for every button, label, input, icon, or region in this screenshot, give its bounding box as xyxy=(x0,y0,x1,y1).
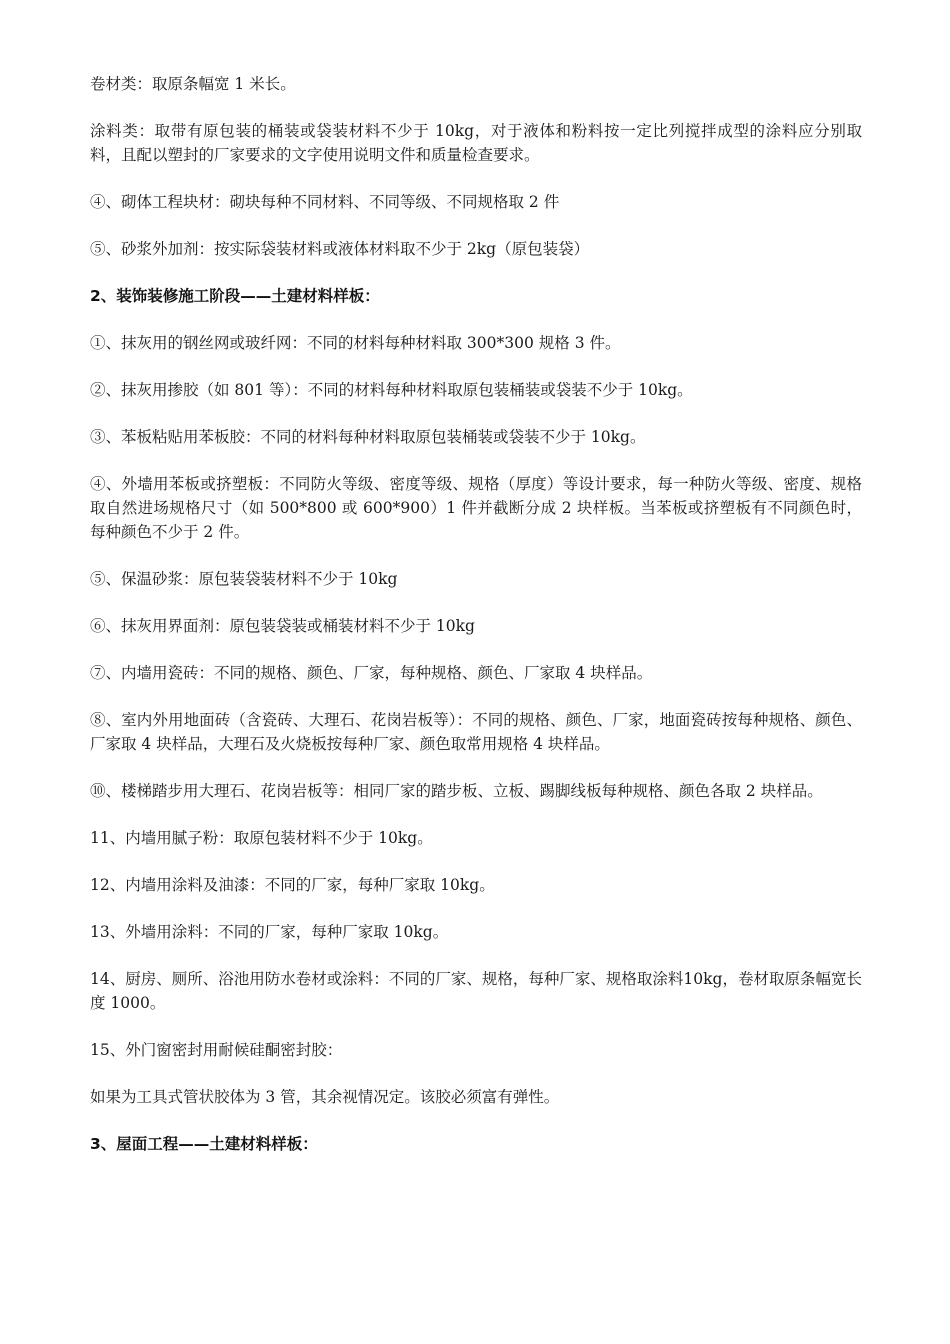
paragraph-insulation-mortar: ⑤、保温砂浆：原包装袋装材料不少于 10kg xyxy=(90,570,398,588)
paragraph-masonry-blocks: ④、砌体工程块材：砌块每种不同材料、不同等级、不同规格取 2 件 xyxy=(90,193,560,211)
paragraph-mortar-admixture: ⑤、砂浆外加剂：按实际袋装材料或液体材料取不少于 2kg（原包装袋） xyxy=(90,240,590,258)
paragraph-insulation-board: ④、外墙用苯板或挤塑板：不同防火等级、密度等级、规格（厚度）等设计要求，每一种防火等级、密度、规格取自然进场规格尺寸（如 500*800 或 600*900）1 件并截断分成 2 块样板。当苯板或挤塑板有不同颜色时，每种颜色不少于 2 件。 xyxy=(90,475,862,541)
paragraph-putty-powder: 11、内墙用腻子粉：取原包装材料不少于 10kg。 xyxy=(90,829,433,847)
section-heading-decoration: 2、装饰装修施工阶段——土建材料样板： xyxy=(90,287,380,305)
paragraph-exterior-paint: 13、外墙用涂料：不同的厂家，每种厂家取 10kg。 xyxy=(90,923,449,941)
paragraph-plaster-glue: ②、抹灰用掺胶（如 801 等）：不同的材料每种材料取原包装桶装或袋装不少于 10kg。 xyxy=(90,381,693,399)
document-page xyxy=(90,72,862,1179)
paragraph-floor-tiles: ⑧、室内外用地面砖（含瓷砖、大理石、花岗岩板等）：不同的规格、颜色、厂家，地面瓷砖按每种规格、颜色、厂家取 4 块样品，大理石及火烧板按每种厂家、颜色取常用规格 4 块样品。 xyxy=(90,711,862,753)
paragraph-stair-stone: ⑩、楼梯踏步用大理石、花岗岩板等：相同厂家的踏步板、立板、踢脚线板每种规格、颜色各取 2 块样品。 xyxy=(90,782,823,800)
paragraph-coating: 涂料类：取带有原包装的桶装或袋装材料不少于 10kg，对于液体和粉料按一定比列搅拌成型的涂料应分别取料，且配以塑封的厂家要求的文字使用说明文件和质量检查要求。 xyxy=(90,122,862,164)
paragraph-eps-adhesive: ③、苯板粘贴用苯板胶：不同的材料每种材料取原包装桶装或袋装不少于 10kg。 xyxy=(90,428,646,446)
paragraph-wire-mesh: ①、抹灰用的钢丝网或玻纤网：不同的材料每种材料取 300*300 规格 3 件。 xyxy=(90,334,621,352)
paragraph-silicone-sealant: 15、外门窗密封用耐候硅酮密封胶： xyxy=(90,1041,343,1059)
section-heading-roofing: 3、屋面工程——土建材料样板： xyxy=(90,1135,318,1153)
paragraph-waterproofing: 14、厨房、厕所、浴池用防水卷材或涂料：不同的厂家、规格，每种厂家、规格取涂料10kg，卷材取原条幅宽长度 1000。 xyxy=(90,970,862,1012)
paragraph-wall-tiles: ⑦、内墙用瓷砖：不同的规格、颜色、厂家，每种规格、颜色、厂家取 4 块样品。 xyxy=(90,664,653,682)
paragraph-interior-paint: 12、内墙用涂料及油漆：不同的厂家，每种厂家取 10kg。 xyxy=(90,876,495,894)
paragraph-interface-agent: ⑥、抹灰用界面剂：原包装袋装或桶装材料不少于 10kg xyxy=(90,617,475,635)
paragraph-sealant-note: 如果为工具式管状胶体为 3 管，其余视情况定。该胶必须富有弹性。 xyxy=(90,1088,560,1106)
paragraph-roll-material: 卷材类：取原条幅宽 1 米长。 xyxy=(90,75,296,93)
